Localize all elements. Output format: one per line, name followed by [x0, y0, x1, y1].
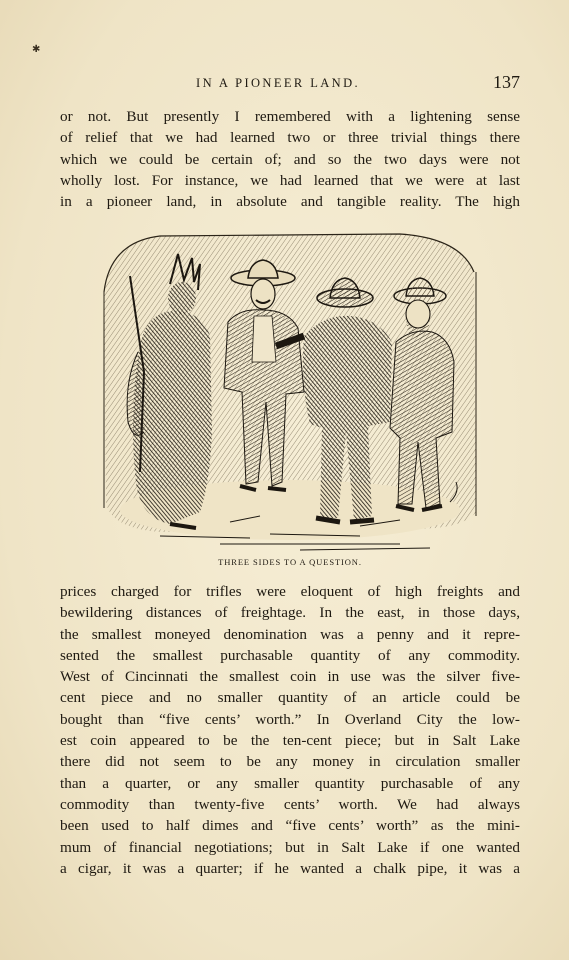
- margin-mark-icon: ✱: [32, 44, 41, 55]
- text-line: been used to half dimes and “five cents’ worth” as the mini-: [60, 817, 520, 835]
- figure-caption: THREE SIDES TO A QUESTION.: [218, 557, 362, 567]
- page-header: [60, 74, 520, 96]
- text-line: or not. But presently I remembered with a lightening sense: [60, 108, 520, 125]
- text-line: bewildering distances of freightage. In the east, in those days,: [60, 604, 520, 622]
- text-line: which we could be certain of; and so the two days were not: [60, 150, 520, 168]
- text-line: cent piece and no smaller quantity of an article could be: [60, 689, 520, 707]
- engraving-illustration: [100, 232, 478, 556]
- text-line: than a quarter, or any smaller quantity purchasable of any: [60, 774, 520, 792]
- text-line: mum of financial negotiations; but in Salt Lake if one wanted: [60, 838, 520, 856]
- text-line: est coin appeared to be the ten-cent piece; but in Salt Lake: [60, 732, 520, 750]
- text-line: there did not seem to be any money in circulation smaller: [60, 753, 520, 771]
- text-line: West of Cincinnati the smallest coin in use was the silver five-: [60, 668, 520, 686]
- top-paragraph: [60, 106, 520, 212]
- text-line: sented the smallest purchasable quantity of any commodity.: [60, 646, 520, 664]
- bottom-paragraph: [60, 581, 520, 879]
- text-line: of relief that we had learned two or three trivial things there: [60, 129, 520, 147]
- text-line: bought than “five cents’ worth.” In Overland City the low-: [60, 710, 520, 728]
- text-line: wholly lost. For instance, we had learned that we were at last: [60, 171, 520, 189]
- page-number: 137: [493, 72, 520, 92]
- text-line: commodity than twenty-five cents’ worth. We had always: [60, 795, 520, 813]
- text-line: a cigar, it was a quarter; if he wanted a chalk pipe, it was a: [60, 859, 520, 877]
- text-line: in a pioneer land, in absolute and tangible reality. The high: [60, 193, 520, 211]
- running-head: IN A PIONEER LAND.: [196, 76, 361, 90]
- text-line: prices charged for trifles were eloquent of high freights and: [60, 583, 520, 600]
- text-line: the smallest moneyed denomination was a penny and it repre-: [60, 625, 520, 643]
